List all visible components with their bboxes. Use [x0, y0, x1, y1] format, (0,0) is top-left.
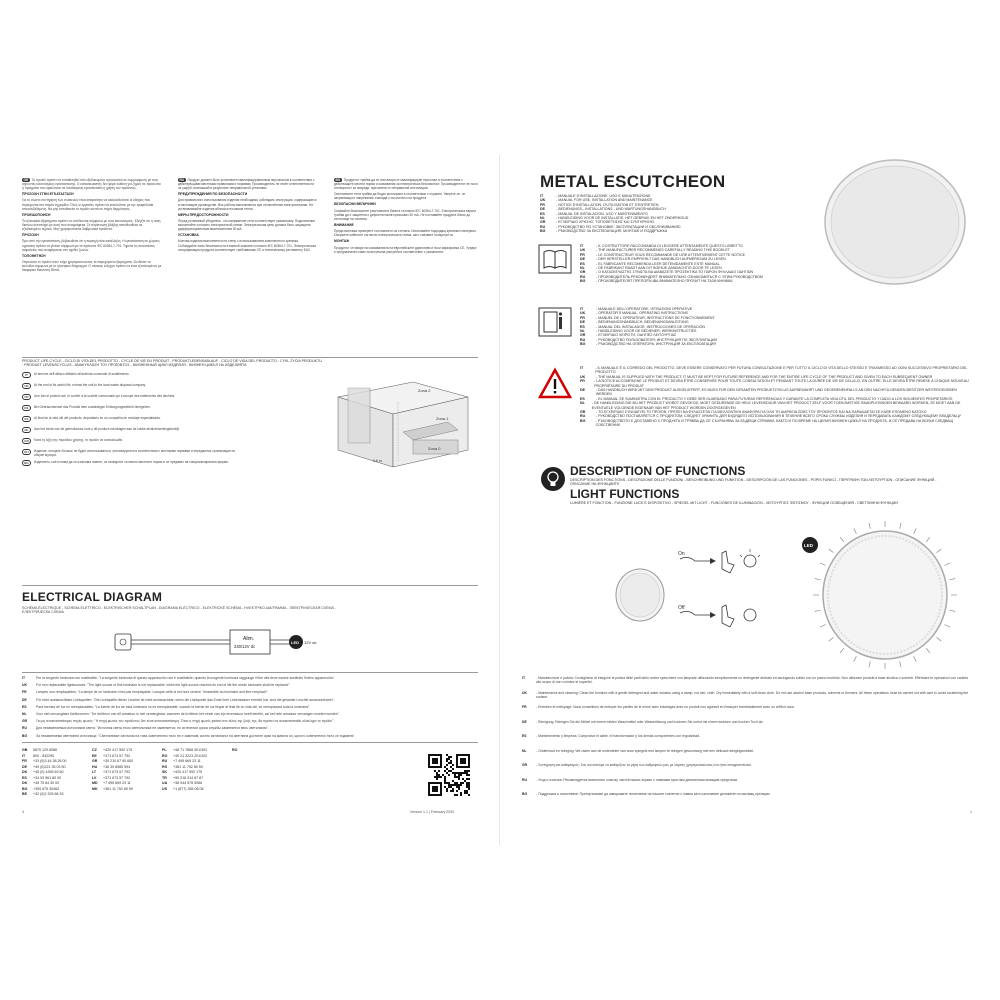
operator-line-lang-code: NL: [580, 329, 585, 334]
gr-heading-4: ΤΟΠΟΘΕΤΗΣΗ: [22, 253, 46, 258]
lifecycle-lang-code: DE: [22, 405, 31, 411]
lifecycle-row: [22, 427, 242, 433]
bg-heading-2: ВНИМАНИЕ: [334, 222, 354, 227]
maintenance-row: [522, 705, 974, 709]
operator-line-text: - OPERATOR'S MANUAL, OPERATING INSTRUCTIONS: [596, 311, 688, 316]
led-badge: LED: [804, 543, 813, 548]
phone-country: DK: [22, 770, 28, 774]
lifecycle-lang-code: FR: [22, 394, 31, 400]
led-voltage: 12V dc: [304, 640, 317, 645]
wiring-diagram: [110, 620, 317, 670]
phone-country: LV: [92, 775, 97, 780]
phone-number: +7 495 669 23 11: [103, 781, 131, 785]
phone-number: +49 (0)221 35 03 50: [33, 764, 66, 769]
phone-country: DK: [22, 781, 28, 785]
light-ray: [914, 656, 917, 661]
maintenance-text: - Reinigung: Reinigen Sie die Möbel mit einem milden Waschmittel oder Wasserlösung und trocknen Sie sofort mit einem weichen und trocken Tuch ab.: [536, 719, 764, 724]
lifecycle-text: Изделие, которые больше не будет использоваться, утилизируются в соответствии с местными нормами и передаются организации по сборке мусора.: [34, 449, 236, 457]
phone-number: 0870 129 6086: [33, 748, 57, 752]
light-ray: [937, 549, 942, 553]
phone-country: MD: [92, 781, 98, 785]
keep-line-lang-code: BG: [580, 418, 586, 423]
operator-line-lang-code: BG: [580, 342, 586, 347]
alim-value: 230/12V dc: [234, 644, 256, 649]
phone-number: +7 495 669 23 11: [173, 759, 201, 763]
maintenance-text: - Manutenzione e pulizia: Consigliamo di eseguire la pulizia delle parti dello nostre specchiere con lampade utilizzando semplicemente un detergente delicato ed asciugando subito con un panno morbido. Non utilizzare prodotti a base alcolica o solventi. Effettuare le operazioni con cautela allo scopo di non rovinare le superfici.: [536, 676, 968, 685]
lifecycle-text: Κατά τη λήξη της περιόδου χρήσης, το προϊόν να ανακυκλωθεί.: [34, 438, 124, 442]
electrical-divider: [22, 585, 478, 586]
light-note-text: Voor niet-vervangbare lichtbronnen: "De lichtbron van dit armatuur is niet vervangbaar; wanneer de lichtbron het einde van zijn levensduur heeft bereikt, zal het hele armatuur vervangen moeten worden".: [36, 712, 340, 716]
maintenance-lang-code: NL: [522, 748, 527, 753]
read-line-text: - Ο ΚΑΤΑΣΚΕΥΑΣΤΗΣ ΣΥΝΙΣΤΑ ΝΑ ΔΙΑΒΑΣΕΤΕ ΠΡΟΣΕΚΤΙΚΑ ΤΟ ΠΑΡΟΝ ΦΥΛΛΑΔΙΟ ΟΔΗΓΙΩΝ: [596, 270, 754, 275]
version-info: Version 1.1 | February 2020: [410, 810, 455, 814]
phone-number: +45 75 84 30 00: [33, 781, 60, 785]
bulb-on-icon: [740, 549, 760, 567]
keep-line: [580, 366, 970, 375]
light-ray: [926, 648, 930, 653]
phone-country: RO: [162, 753, 168, 758]
touch-hand-icon: [722, 551, 734, 573]
light-note-lang-code: IT: [22, 676, 26, 680]
phone-country: RU: [162, 759, 168, 763]
operator-line-text: - ΕΓΧΕΙΡΙΔΙΟ ΧΕΙΡΙΣΤΗ, ΟΔΗΓΙΕΣ ΛΕΙΤΟΥΡΓΙΑΣ: [596, 333, 677, 338]
light-note-row: [22, 698, 478, 702]
phone-number: +359 675 30462: [33, 786, 60, 791]
lifecycle-text: Aan het einde van de gebruiksduur kunt u dit product overdragen aan de lokale afvalverwerkingsbedrijf.: [34, 427, 180, 431]
phone-number: +34 93 561 80 00: [33, 775, 62, 780]
maintenance-text: - Поддръжка и почистване: Препоръчваме да извършвате почистване на нашите тоалетни с лампи като използвате деликатен почистващ препарат.: [536, 792, 771, 796]
operator-line: [580, 342, 960, 346]
light-function-diagram: [600, 525, 970, 665]
keep-line-text: - DAS HANDBUCH WIRD MIT DEM PRODUKT AUSGELIEFERT; ES MUSS FÜR DEN GESAMTEN PRODUKTZYKLUS AUFBEWAHRT UND GEGEBENENFALLS AN DEN NACHFOLGENDEN BESITZER WEITERGEGEBEN WERDEN: [595, 388, 957, 397]
maintenance-text: - Уход и очистка: Рекомендуется выполнять очистку частей наших зеркал с лампами простым деликатным моющим средством.: [536, 777, 738, 782]
phone-number: +90 216 314 87 87: [173, 775, 204, 780]
maintenance-row: [522, 749, 974, 753]
zone1-label: Zona 1: [436, 416, 449, 421]
manual-line-lang-code: UK: [540, 198, 546, 203]
phone-country: BE: [22, 792, 27, 796]
maintenance-lang-code: ES: [522, 734, 527, 738]
phone-country: ES: [22, 775, 27, 780]
gr-heading-1: ΠΡΟΣΟΧΗ ΣΤΗΝ ΕΓΚΑΤΑΣΤΑΣΗ: [22, 192, 74, 197]
phone-number: +371 673 57 792: [103, 770, 131, 774]
phone-country: HU: [92, 764, 98, 769]
maintenance-text: - Συντήρηση και καθαρισμός: Σας συνιστούμε να καθαρίζετε τα μέρη των καθρεφτών μας με λάμπες χρησιμοποιώντας ένα ήπιο απορρυπαντικό.: [536, 763, 752, 767]
read-line-text: - IL COSTRUTTORE RACCOMANDA DI LEGGERE ATTENTAMENTE QUESTO LIBRETTO: [596, 244, 743, 248]
read-line-text: - DER HERSTELLER EMPFIEHLT DAS HANDBUCH AUFMERKSAM ZU LESEN: [596, 257, 726, 262]
maintenance-lang-code: FR: [522, 705, 527, 709]
maintenance-lang-code: IT: [522, 676, 526, 680]
light-note-row: [22, 734, 478, 738]
read-line-text: - LE CONSTRUCTEUR VOUS RECOMMANDE DE LIRE ATTENTIVEMENT CETTE NOTICE: [596, 252, 746, 257]
manual-line-lang-code: NL: [540, 216, 545, 221]
lifecycle-divider: [22, 357, 478, 358]
maintenance-lang-code: BG: [522, 792, 528, 796]
on-label: On: [678, 551, 685, 557]
read-line-text: - DE FABRIKANT RAADT AAN DIT BOEKJE AANDACHTIG DOOR TE LEZEN: [596, 266, 722, 271]
off-label: Off: [678, 605, 685, 611]
operator-line-text: - HANDLEIDING VOOR DE BEDIENER; WERKINSTRUCTIES: [596, 329, 697, 334]
read-line-lang-code: IT: [580, 244, 584, 248]
lifecycle-text: Al final de la vida útil del producto, depositarlo en un compañía de reciclaje especializada.: [34, 416, 161, 420]
lifecycle-text: Изделието, което няма да се използва повече, се изхвърлят съгласно местните норми и се предават на специализираната фирма.: [34, 460, 229, 464]
keep-line-text: - LA NOTICE ACCOMPAGNE LE PRODUIT ET DEVRA ÊTRE CONSERVÉE POUR TOUTE CONSULTATION ET PENDANT TOUTE LA DURÉE DE VIE DE CELUI-CI, EN OUTRE, ELLE DEVRA ÊTRE REMISE À CHAQUE NOUVEAU PROPRIÉTAIRE DU PRODUIT: [594, 379, 969, 388]
manual-line-text: - MANUALE D'INSTALLAZIONE, USO E MANUTENZIONE: [556, 194, 651, 198]
read-line-text: - THE MANUFACTURER RECOMMENDS CAREFULLY READING THIS BOOKLET: [596, 248, 730, 253]
read-line-lang-code: ES: [580, 261, 585, 266]
read-line-text: - ПРОИЗВОДИТЕЛЬ РЕКОМЕНДУЕТ ВНИМАТЕЛЬНО ОЗНАКОМИТЬСЯ С ЭТИМ РУКОВОДСТВОМ: [596, 274, 763, 279]
light-note-text: За незаменяеми светлинни източници: "Светлинният източник на това осветително тяло не е заменим; когато източникът на светлина достигне края на живота си, цялото осветително тяло се подменя".: [36, 733, 356, 738]
lifecycle-text: Al termine dell'utilizzo affidarlo all'azienda comunale di smaltimento.: [34, 372, 130, 376]
maintenance-lang-code: UK: [522, 690, 527, 695]
page-spine: [499, 155, 500, 845]
manual-line-lang-code: BG: [540, 229, 546, 234]
keep-line-lang-code: NL: [580, 401, 585, 406]
manual-line-text: - РЪКОВОДСТВО ЗА ЕКСПЛОАТАЦИЯ, МОНТАЖ И ПОДДРЪЖКА: [556, 229, 668, 234]
light-ray: [949, 579, 955, 580]
ru-heading-2: МЕРЫ ПРЕДОСТОРОЖНОСТИ: [178, 212, 229, 217]
operator-line-lang-code: IT: [580, 307, 584, 311]
maintenance-text: - Maintenance and cleaning: Clean the furniture with a gentle detergent and water solution using a damp, not wet, cloth. Dry immediately with a soft clean cloth. Do not use alcohol base products, solvents or thinners. All these operations must be carried out with care to avoid scratching the surface.: [536, 690, 969, 699]
lifecycle-text: Une fois le produit usé, le confier à la société communale qui s'occupe des traitements des déchets.: [34, 394, 175, 398]
ru-heading-3: УСТАНОВКА: [178, 233, 199, 238]
maintenance-row: [522, 691, 974, 699]
phone-number: +371 673 57 792: [103, 775, 131, 780]
read-line-lang-code: RU: [580, 274, 586, 279]
manual-title-lines: [540, 194, 810, 234]
phone-number: +30 210 67 90 600: [103, 759, 134, 763]
light-ray: [840, 648, 844, 653]
light-ray: [944, 563, 949, 566]
lifecycle-row: [22, 449, 242, 457]
phone-number: +371 673 57 792: [103, 753, 131, 758]
light-ray: [937, 637, 942, 641]
keep-line-text: - DE HANDLEIDING DIE BIJ HET PRODUCT WORDT GEVOEGD, MOET GEDURENDE DE HELE LEVENSDUUR VAN HET PRODUCT ZELF VOOR TOEKOMSTIGE RAADPLEGINGEN BEWAARD WORDEN, ZE MOET AAN DE EVENTUELE VOLGENDE EIGENAAR VAN HET PRODUCT WORDEN DOORGEGEVEN: [591, 401, 961, 410]
keep-line-text: - ΤΟ ΕΓΧΕΙΡΙΔΙΟ ΣΥΝΟΔΕΥΕΙ ΤΟ ΠΡΟΪΟΝ. ΠΡΕΠΕΙ ΝΑ ΦΥΛΑΣΣΕΤΑΙ ΓΙΑ ΜΕΛΛΟΝΤΙΚΗ ΑΝΑΦΟΡΑ ΓΙΑ ΟΛΗ ΤΗ ΔΙΑΡΚΕΙΑ ΖΩΗΣ ΤΟΥ ΠΡΟΪΟΝΤΟΣ ΚΑΙ ΝΑ ΠΑΡΑΔΙΔΕΤΑΙ ΣΕ ΚΑΘΕ ΕΠΟΜΕΝΟ ΚΑΤΟΧΟ: [596, 410, 927, 415]
operator-manual-lines: [580, 307, 960, 347]
phone-country: RO: [232, 748, 238, 752]
ru-heading-1: ПРЕДУПРЕЖДЕНИЯ ПО БЕЗОПАСНОСТИ: [178, 192, 248, 197]
bg-heading-3: МОНТАЖ: [334, 239, 350, 244]
phone-country: PL: [162, 748, 167, 752]
phone-country: BG: [22, 786, 28, 791]
keep-line: [580, 419, 970, 428]
manual-line-lang-code: GR: [540, 220, 546, 225]
read-line-lang-code: DE: [580, 257, 585, 262]
phone-country: TR: [162, 775, 167, 780]
light-ray: [829, 549, 834, 553]
light-note-lang-code: FR: [22, 690, 27, 695]
keep-line-lang-code: RU: [580, 414, 586, 419]
phone-number: +33 (0)3 44 38 26 00: [33, 759, 67, 763]
keep-line-lang-code: UK: [580, 374, 586, 379]
read-recommendation-lines: [580, 244, 960, 284]
light-note-row: [22, 690, 478, 694]
phone-number: +45 (0) 4355 63 50: [33, 770, 64, 774]
maintenance-text: - Onderhoud en reiniging: We raden aan de onderdelen van onze spiegels met lampen te reinigen gewoonweg met een delicaat reinigingsmiddel.: [536, 748, 755, 753]
phone-number: +381 11 752 80 59: [103, 786, 133, 791]
operator-line-text: - BEDIENUNGSHANDBUCH, BEDIENUNGSANLEITUNG: [596, 320, 689, 325]
lifecycle-row: [22, 405, 242, 411]
maintenance-text: - Mantenimiento y limpieza: Comprobar el cable, el transformador y los demás componentes con regularidad.: [536, 734, 700, 738]
phone-country: MK: [92, 786, 98, 791]
gr-column: GR Το προϊόν πρέπει να τοποθετηθεί από εξειδικευμένο προσωπικό σε συμμόρφωση με τους ισχύοντες κανονισμούς εγκατάστασης. Ο κατασκευαστής δεν φέρει ευθύνη για ζημιές σε πρόσωπα ή πράγματα που οφείλονται σε λανθασμένη εγκατάσταση ή χρήση του προϊόντος. ΠΡΟΣΟΧΗ ΣΤΗΝ ΕΓΚΑΤΑΣΤΑΣΗ Για το σωστό συντήρηση των συσκευών είναι απαραίτητο να ακολουθούνται οι οδηγίες που περιέχονται στο παρόν εγχειρίδιο. Όλες οι εργασίες πρέπει να εκτελούνται με την τροφοδοσία αποσυνδεδεμένη. Να μην τοποθετείτε το προϊόν κοντά σε πηγές θερμότητας. ΠΡΟΕΙΔΟΠΟΙΗΣΗ Τα ηλεκτρικά εξαρτήματα πρέπει να συνδέονται σύμφωνα με τους κανονισμούς. Ελέγξτε ότι η τάση δικτύου αντιστοιχεί με αυτή που αναγράφεται. Σε περίπτωση βλάβης απευθυνθείτε σε εξειδικευμένο τεχνικό. Μην χρησιμοποιείτε διαβρωτικά προϊόντα. ΠΡΟΣΟΧΗ Πριν από την εγκατάσταση, βεβαιωθείτε ότι η περιοχή είναι κατάλληλη. Η εγκατάσταση σε χώρους υγρασίας πρέπει να γίνεται σύμφωνα με τα πρότυπα IEC 60364-7-701. Τηρείτε τις αποστάσεις ασφαλείας που αναφέρονται στο σχέδιο ζωνών. ΤΟΠΟΘΕΤΗΣΗ Στερεώστε το προϊόν στον τοίχο χρησιμοποιώντας τα παρεχόμενα εξαρτήματα. Συνδέστε τα καλώδια σύμφωνα με το ηλεκτρικό διάγραμμα. Ο πίνακας ελέγχου πρέπει να είναι εξοπλισμένος με διαφορικό διακόπτη 30mA.: [22, 178, 162, 273]
phone-country: RS: [162, 764, 167, 769]
maintenance-text: - Entretien et nettoyage: Nous conseillons de nettoyer les parties de le miroir avec éclairages avec un produit non agressif et d'essuyer immédiatement avec un chiffon doux.: [536, 705, 795, 709]
light-note-text: Für nicht austauschbare Lichtquellen: "Die Lichtquelle dieser Leuchte ist nicht austauschbar; wenn die Lichtquelle das Ende ihrer Lebensdauer erreicht hat, sind die gesamte Leuchte auszuwechseln".: [36, 697, 335, 702]
phone-country: IT: [22, 753, 26, 758]
phone-number: 800 - 832290: [33, 753, 55, 758]
phone-entry: [232, 792, 302, 798]
light-note-lang-code: DE: [22, 697, 27, 702]
operator-line-text: - MANUEL DE L'OPERATEUR, INSTRUCTIONS DE FONCTIONNEMENT: [596, 315, 715, 320]
phone-country: CZ: [92, 748, 97, 752]
lang-badge-bg: BG: [335, 178, 341, 182]
bg-heading-1: БЕЗОПАСНИ ВЕЛИЧИНИ: [334, 202, 376, 207]
manual-line-lang-code: DE: [540, 207, 545, 212]
zone0-label: Zona 0: [428, 446, 441, 451]
read-line-lang-code: GR: [580, 270, 586, 275]
lifecycle-lang-code: ES: [22, 416, 31, 422]
maintenance-lang-code: GR: [522, 763, 528, 767]
manual-line-text: - HANDLEIDING VOOR DE INSTALLATIE, HET GEBRUIK EN HET ONDERHOUD: [556, 216, 689, 221]
description-title: DESCRIPTION OF FUNCTIONS: [570, 464, 746, 478]
light-note-lang-code: ES: [22, 704, 27, 709]
phone-entry: [22, 792, 92, 798]
service-phone-list: [22, 748, 302, 798]
lifecycle-lang-code: GR: [22, 438, 31, 444]
operator-line-lang-code: RU: [580, 337, 586, 342]
light-functions-title: LIGHT FUNCTIONS: [570, 487, 680, 501]
light-note-lang-code: BG: [22, 733, 28, 738]
manual-line-text: - MANUAL FOR USE, INSTALLATION AND MAINTENANCE: [556, 198, 653, 203]
operator-line-lang-code: ES: [580, 324, 585, 329]
keep-line-lang-code: DE: [580, 388, 585, 393]
light-note-text: Lampes non remplaçables: "La lampe de ce luminaire n'est pas remplaçable. Lorsque celle-ci est hors service, l'ensemble du luminaire doit être remplacé".: [36, 690, 269, 695]
maintenance-row: [522, 720, 974, 724]
light-ray: [949, 610, 955, 611]
light-note-row: [22, 726, 478, 730]
keep-manual-lines: [580, 366, 970, 428]
read-line-lang-code: UK: [580, 248, 586, 253]
read-line-text: - ПРОИЗВОДИТЕЛЯТ ПРЕПОРЪЧВА ВНИМАТЕЛНО ПРОЧИТ НА ТАЗИ КНИЖКА: [596, 279, 733, 284]
operator-line-lang-code: DE: [580, 320, 585, 325]
keep-line-text: - РЪКОВОДСТВОТО Е ДОСТАВЕНО С ПРОДУКТА И ТРЯБВА ДА СЕ СЪХРАНЯВА ЗА БЪДЕЩИ СПРАВКИ, КАКТО И ПО ВРЕМЕ НА ЦЕЛИЯ ЖИЗНЕН ЦИКЪЛ НА ПРОДУКТА, И СЕ ПРЕДАВА НА ВСЕКИ СЛЕДВАЩ СОБСТВЕНИК: [595, 418, 953, 428]
read-line-lang-code: NL: [580, 266, 585, 271]
notes-divider: [22, 672, 478, 673]
phone-country: UA: [162, 781, 168, 785]
light-ray: [820, 563, 825, 566]
maintenance-row: [522, 792, 974, 796]
manual-line: [540, 229, 810, 233]
zone2-label: Zona 2: [418, 388, 431, 393]
manual-line-lang-code: RU: [540, 224, 546, 229]
maintenance-lang-code: RU: [522, 777, 527, 782]
operator-line-text: - MANUALE DELL'OPERATORE, ISTRUZIONI OPERATIVE: [596, 307, 693, 311]
phone-number: +38 044 575 3066: [173, 781, 203, 785]
gr-heading-2: ΠΡΟΕΙΔΟΠΟΙΗΣΗ: [22, 212, 51, 217]
light-functions-subtitle: LUMIÈRE ET FONCTION - FUNZIONE LUCE E DISPOSITIVO - SPIEGEL MIT LICHT - FUNCIONES DE ILUMINACIÓN - ΛΕΙΤΟΥΡΓΙΕΣ ΦΩΤΙΣΜΟΥ - ФУНКЦИИ ОСВЕЩЕНИЯ - СВЕТЛИННИ ФУНКЦИИ: [570, 501, 898, 505]
phone-country: FR: [22, 759, 27, 763]
bg-column: BG Продуктът трябва да се инсталира от квалифициран персонал в съответствие с действащите местни норми и изисквания за електрическа безопасност. Производителят не носи отговорност за повреди, причинени от неправилна инсталация. Светлинните тела трябва да бъдат монтирани в съответствие с нормите. Уверете се, че захранващото напрежение съвпада с посоченото на продукта. БЕЗОПАСНИ ВЕЛИЧИНИ Спазвайте безопасните разстояния в банята съгласно IEC 60364-7-701. Електрическата верига трябва да е защитена с дефектнотоков прекъсвач 30 mA. Не поставяйте продукта близо до източници на топлина. ВНИМАНИЕ Преди монтажа проверете състоянието на стената. Използвайте подходящ крепежен материал. Свържете кабелите съгласно електрическата схема, като спазвате полярността. МОНТАЖ Продуктът отговаря на изискванията на европейските директиви и носи маркировка CE. Уредът е предназначен само за вътрешна употреба в съответствие с указанията.: [334, 178, 478, 254]
light-ray: [914, 528, 917, 533]
lifecycle-lang-code: IT: [22, 372, 31, 378]
warning-icon: [538, 368, 572, 400]
light-note-text: Per la sorgente luminosa non sostituibile: "La sorgente luminosa di questo apparecchio non è sostituibile; quando la sorgente luminosa raggiunge il fine vita deve essere sostituito l'intero apparecchio".: [36, 676, 336, 680]
light-note-lang-code: GR: [22, 719, 28, 724]
light-note-row: [22, 712, 478, 716]
product-title: METAL ESCUTCHEON: [540, 172, 726, 191]
phone-number: +36 30 8985 594: [103, 764, 131, 769]
keep-line: [580, 401, 970, 410]
manual-line-lang-code: FR: [540, 202, 545, 207]
light-ray: [854, 656, 857, 661]
keep-line: [580, 388, 970, 397]
light-ray: [840, 537, 844, 542]
lifecycle-row: [22, 383, 242, 389]
led-label: LED: [291, 640, 299, 645]
lifecycle-row: [22, 438, 242, 444]
lifecycle-lang-code: NL: [22, 427, 31, 433]
book-icon: [538, 244, 572, 274]
light-ray: [944, 625, 949, 628]
phone-country: EE: [92, 753, 97, 758]
phone-number: +420 417 592 175: [103, 748, 133, 752]
phone-country: GB: [22, 748, 28, 752]
keep-line-lang-code: IT: [580, 366, 584, 370]
gr-heading-3: ΠΡΟΣΟΧΗ: [22, 233, 39, 238]
lifecycle-lang-code: RU: [22, 449, 31, 455]
maintenance-row: [522, 778, 974, 782]
phone-number: +32 (0)2 325 66 33: [33, 792, 64, 796]
keep-line-text: - THE MANUAL IS SUPPLIED WITH THE PRODUCT; IT MUST BE KEPT FOR FUTURE REFERENCE AND FOR THE ENTIRE LIFE CYCLE OF THE PRODUCT AND GIVEN TO EACH SUBSEQUENT OWNER: [596, 374, 933, 379]
manual-line-text: - NOTICE D'INSTALLATION, D'UTILISATION ET D'ENTRETIEN: [556, 202, 659, 207]
phone-number: +381 11 752 80 59: [173, 764, 203, 769]
operator-line-lang-code: FR: [580, 315, 585, 320]
manual-line-lang-code: IT: [540, 194, 544, 198]
qr-code: [428, 754, 470, 796]
phone-country: US: [162, 786, 167, 791]
manual-line-text: - BEDIENUNGS-, INSTALLATIONS - UND WARTUNGSHANDBUCH: [556, 207, 666, 212]
keep-line-text: - EL MANUAL SE SUMINISTRA CON EL PRODUCTO Y DEBE SER GUARDADO PARA FUTURAS REFERENCIAS Y DURANTE LA COMPLETA VIDA ÚTIL DEL PRODUCTO Y DADO A LOS SIGUIENTES PROPIETARIOS: [596, 396, 953, 401]
lifecycle-lang-code: BG: [22, 460, 31, 466]
zone-dimension-label: 0.6 m: [373, 459, 382, 463]
manual-line-lang-code: ES: [540, 211, 545, 216]
phone-entry: [92, 792, 162, 798]
lifecycle-text: Bei Gebrauchsende das Produkt dem zuständigen Entsorgungsbetrieb übergeben.: [34, 405, 151, 409]
lifecycle-row: [22, 372, 242, 378]
manual-line-text: - РУКОВОДСТВО ПО УСТАНОВКЕ, ЭКСПЛУАТАЦИИ И ОБСЛУЖИВАНИЮ: [556, 224, 681, 229]
read-line-lang-code: BG: [580, 279, 586, 284]
bulb-off-icon: [744, 609, 756, 621]
description-subtitle: DESCRIPTION DES FONCTIONS - DESCRIZIONE DELLE FUNZIONI - BESCHREIBUNG UND FUNKTION - DESCRIPCIÓN DE LAS FUNCIONES - POPIS FUNKCÍ - ΠΕΡΙΓΡΑΦΗ ΤΩΝ ΛΕΙΤΟΥΡΓΙΩΝ - ОПИСАНИЕ ФУНКЦИЙ - ОПИСАНИЕ НА ФУНКЦИИТЕ: [570, 478, 937, 487]
keep-line-lang-code: ES: [580, 396, 585, 401]
electrical-subtitle: SCHÉMA ÉLECTRIQUE - SCHEMA ELETTRICO - ELEKTRISCHER SCHALTPLAN - DIAGRAMA ELÉCTRICO - ELEKTRICKÉ SCHÉMA - ΗΛΕΚΤΡΙΚΟ ΔΙΑΓΡΑΜΜΑ - ЭЛЕКТРИЧЕСКАЯ СХЕМА - ЕЛЕКТРИЧЕСКА СХЕМА: [22, 606, 337, 615]
lang-badge-gr: GR: [23, 178, 29, 182]
light-ray: [854, 528, 857, 533]
light-note-lang-code: UK: [22, 683, 27, 688]
phones-divider: [22, 742, 478, 743]
operator-line-lang-code: GR: [580, 333, 586, 338]
phone-entry: [162, 792, 232, 798]
manual-line-text: - MANUAL DE INSTALACIÓN, USO Y MANTENIMIENTO: [556, 211, 648, 216]
lifecycle-row: [22, 416, 242, 422]
light-note-row: [22, 719, 478, 723]
light-ray: [829, 637, 834, 641]
light-ray: [815, 610, 821, 611]
phone-number: +420 417 592 175: [173, 770, 203, 774]
lifecycle-text: At the end of its useful life, entrust the unit to the local waste disposal company.: [34, 383, 146, 387]
lang-badge-ru: RU: [179, 178, 185, 182]
manual-line-text: - ΕΓΧΕΙΡΙΔΙΟ ΧΡΗΣΗΣ, ΤΟΠΟΘΕΤΗΣΗΣ ΚΑΙ ΣΥΝΤΗΡΗΣΗΣ: [556, 220, 655, 225]
operator-line-text: - РЪКОВОДСТВО НА ОПЕРАТОРА; ИНСТРУКЦИЯ ЗА ЕКСПЛОАТАЦИЯ: [596, 342, 716, 347]
read-line-text: - EL FABRICANTE RECOMIENDA LEER DETENIDAMENTE ESTE MANUAL: [596, 261, 720, 266]
keep-line-text: - IL MANUALE È IL CORREDO DEL PRODOTTO, DEVE ESSERE CONSERVATO PER FUTURA CONSULTAZIONE E PER TUTTO IL CICLO DI VITA DELLO STESSO E TRASMESSO AD OGNI SUCCESSIVO PROPRIETARIO DEL PRODOTTO: [595, 366, 968, 375]
phone-number: +48 71 7868 301/302: [173, 748, 208, 752]
ru-column: RU Продукт должен быть установлен квалифицированным персоналом в соответствии с действующими местными правилами и нормами. Производитель не несёт ответственности за ущерб, возникший в результате неправильной установки. ПРЕДУПРЕЖДЕНИЯ ПО БЕЗОПАСНОСТИ Для правильного использования изделия необходимо соблюдать инструкции, содержащиеся в настоящем руководстве. Все работы выполняются при отключённом электропитании. Не устанавливайте изделие вблизи источников тепла. МЕРЫ ПРЕДОСТОРОЖНОСТИ Перед установкой убедитесь, что напряжение сети соответствует указанному. Подключение выполняйте согласно электрической схеме. Электрическая цепь должна быть защищена дифференциальным выключателем 30 мА. УСТАНОВКА Монтаж изделия выполняется на стену с использованием комплектного крепежа. Соблюдайте зоны безопасности в ванной комнате согласно IEC 60364-7-701. Электрическая спецификация продукта соответствует требованиям CE и техническому регламенту ЕАС.: [178, 178, 317, 252]
lightbulb-icon: [540, 466, 566, 492]
operator-line-lang-code: UK: [580, 311, 586, 316]
left-page-number: 4: [22, 810, 24, 814]
maintenance-row: [522, 676, 974, 684]
light-note-lang-code: RU: [22, 726, 27, 731]
alim-label: Alim.: [243, 636, 255, 642]
phone-country: GR: [92, 759, 98, 763]
keep-line: [580, 379, 970, 388]
maintenance-row: [522, 734, 974, 738]
light-ray: [815, 579, 821, 580]
phone-country: LT: [92, 770, 97, 774]
light-note-row: [22, 683, 478, 687]
keep-line-text: - РУКОВОДСТВО ПОСТАВЛЯЕТСЯ С ПРОДУКТОМ; СЛЕДУЕТ ХРАНИТЬ ДЛЯ БУДУЩЕГО ИСПОЛЬЗОВАНИЯ В ТЕЧЕНИЕ ВСЕГО СРОКА СЛУЖБЫ ИЗДЕЛИЯ И ПЕРЕДАВАТЬ КАЖДОМУ СЛЕДУЮЩЕМУ ВЛАДЕЛЬЦУ: [596, 414, 962, 419]
keep-line-lang-code: FR: [580, 379, 585, 384]
phone-country: DE: [22, 764, 27, 769]
light-note-row: [22, 676, 478, 680]
operator-line-text: - MANUAL DEL INSTALADOR, INSTRUCCIONES DE OPERACIÓN: [596, 324, 705, 329]
operator-line-text: - РУКОВОДСТВО ПОЛЬЗОВАТЕЛЯ; ИНСТРУКЦИЯ ПО ЭКСПЛУАТАЦИИ: [596, 337, 718, 342]
phone-country: SK: [162, 770, 167, 774]
light-note-text: For non replaceable lightsources: "The light source of this luminaire is not replaceable; when the light source reaches its end of life the whole luminaire shall be replaced".: [36, 683, 291, 688]
light-note-text: Для незаменяемых источников света: "Источник света этого светильника не заменяется; по истечении срока службы заменяется весь светильник".: [36, 726, 269, 731]
light-note-text: Para fuentes de luz no reemplazables: "La fuente de luz de esta luminaria no es reemplazable; cuando la fuente de luz llegue al final de su vida útil, se reemplazará toda la luminaria".: [36, 704, 311, 709]
read-line-lang-code: FR: [580, 252, 585, 257]
phone-number: +40 21 3223 201/202: [173, 753, 208, 758]
light-note-row: [22, 705, 478, 709]
lifecycle-row: [22, 394, 242, 400]
keep-line-lang-code: GR: [580, 410, 586, 415]
light-note-lang-code: NL: [22, 712, 27, 716]
phone-number: +1 (877) 355 08 08: [173, 786, 204, 791]
right-page-number: 1: [970, 810, 972, 814]
bathroom-zones-diagram: [318, 372, 478, 472]
maintenance-lang-code: DE: [522, 719, 527, 724]
maintenance-row: [522, 763, 974, 767]
read-line: [580, 279, 960, 283]
touch-hand-icon: [722, 605, 734, 627]
lifecycle-row: [22, 460, 242, 466]
light-note-text: Για μη αντικαταστάσιμες πηγές φωτός: "Η πηγή φωτός του προϊόντος δεν είναι αντικαταστάσιμη. Όταν η πηγή φωτός φτάσει στο τέλος της ζωής της, θα πρέπει να αντικατασταθεί ολόκληρο το προϊόν".: [36, 719, 335, 724]
lifecycle-lang-code: UK: [22, 383, 31, 389]
light-ray: [926, 537, 930, 542]
lifecycle-heading: PRODUCT LIFE-CYCLE - CICLO DI VITA DEL PRODOTTO - CYCLE DE VIE DU PRODUIT - PRODUKTLEBENSABLAUF - CICLO DE VIDA DEL PRODUCTO - CYKL ŻYCIA PRODUKTU - PRODUKT LEVENSCYCLUS - ΑΝΑΚΥΚΛΩΣΗ ΤΟΥ ΠΡΟΪΟΝΤΟΣ - ЖИЗНЕННЫЙ ЦИКЛ ИЗДЕЛИЯ - ЖИЗНЕН ЦИКЪЛ НА ИЗДЕЛИЯТА: [22, 359, 322, 368]
info-manual-icon: [538, 307, 572, 337]
electrical-title: ELECTRICAL DIAGRAM: [22, 590, 163, 604]
light-ray: [820, 625, 825, 628]
